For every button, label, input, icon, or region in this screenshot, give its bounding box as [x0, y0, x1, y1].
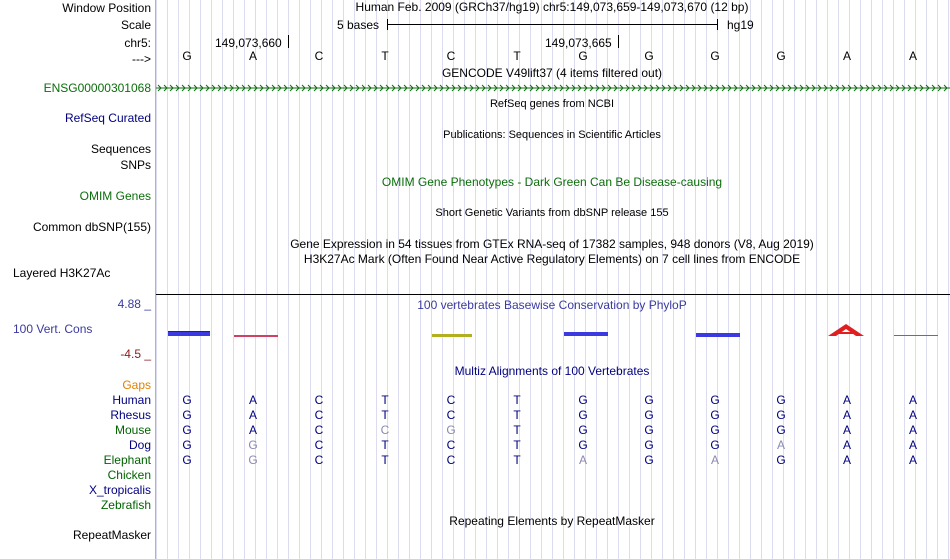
- alignment-base: A: [908, 408, 917, 422]
- alignment-base: G: [248, 438, 258, 452]
- repeatmasker-track-label[interactable]: RepeatMasker: [72, 528, 151, 542]
- phylop-track-title: 100 vertebrates Basewise Conservation by PhyloP: [417, 298, 687, 312]
- conservation-max-label: 4.88 _: [117, 297, 151, 311]
- alignment-base: C: [314, 423, 324, 437]
- alignment-base: G: [578, 408, 588, 422]
- alignment-base: G: [644, 393, 654, 407]
- coordinate-label-1: 149,073,660: [215, 36, 282, 50]
- alignment-base: A: [248, 408, 257, 422]
- omim-track-label[interactable]: OMIM Genes: [79, 189, 151, 203]
- reference-base: G: [644, 49, 654, 63]
- h3k27ac-track-title: H3K27Ac Mark (Often Found Near Active Regulatory Elements) on 7 cell lines from ENCODE: [303, 252, 801, 266]
- alignment-base: G: [578, 393, 588, 407]
- alignment-base: G: [710, 393, 720, 407]
- conservation-mark-2: [234, 335, 278, 337]
- chr-label: chr5:: [124, 36, 151, 50]
- alignment-base: G: [182, 423, 192, 437]
- refseq-track-title: RefSeq genes from NCBI: [489, 98, 615, 110]
- species-label-zebrafish: Zebrafish: [100, 498, 151, 512]
- alignment-base: C: [446, 393, 456, 407]
- alignment-base: A: [776, 438, 785, 452]
- alignment-base: A: [908, 453, 917, 467]
- alignment-base: G: [182, 438, 192, 452]
- refseq-track-label[interactable]: RefSeq Curated: [64, 111, 151, 125]
- coordinate-tick-2: [618, 35, 619, 48]
- reference-base: C: [314, 49, 324, 63]
- reference-base: A: [248, 49, 257, 63]
- conservation-logo: [156, 320, 950, 342]
- reference-base: G: [776, 49, 786, 63]
- alignment-base: C: [446, 438, 456, 452]
- reference-base: A: [842, 49, 851, 63]
- alignment-base: A: [842, 438, 851, 452]
- alignment-base: C: [314, 408, 324, 422]
- scale-label: Scale: [120, 18, 151, 32]
- conservation-mark-12: [894, 335, 938, 336]
- scale-bar: [387, 24, 717, 25]
- alignment-base: A: [908, 438, 917, 452]
- alignment-base: G: [776, 393, 786, 407]
- coordinate-tick-1: [288, 35, 289, 48]
- alignment-base: G: [776, 453, 786, 467]
- conservation-mark-10: [696, 333, 740, 337]
- alignment-base: G: [644, 408, 654, 422]
- alignment-base: T: [513, 408, 521, 422]
- conservation-min-label: -4.5 _: [120, 347, 151, 361]
- species-label-rhesus: Rhesus: [110, 408, 151, 422]
- alignment-base: G: [644, 453, 654, 467]
- alignment-base: C: [380, 423, 390, 437]
- dbsnp-track-title: Short Genetic Variants from dbSNP release 155: [435, 207, 669, 219]
- alignment-base: C: [314, 453, 324, 467]
- alignment-base: A: [710, 453, 719, 467]
- dbsnp-track-label[interactable]: Common dbSNP(155): [32, 220, 151, 234]
- alignment-base: G: [710, 423, 720, 437]
- gencode-gene-strand-line[interactable]: [156, 81, 950, 95]
- alignment-base: A: [842, 393, 851, 407]
- alignment-base: A: [578, 453, 587, 467]
- multiz-track-title: Multiz Alignments of 100 Vertebrates: [454, 364, 650, 378]
- reference-base: G: [578, 49, 588, 63]
- alignment-base: A: [908, 393, 917, 407]
- alignment-base: A: [908, 423, 917, 437]
- species-label-chicken: Chicken: [107, 468, 151, 482]
- conservation-track-label[interactable]: 100 Vert. Cons: [13, 322, 93, 336]
- gencode-gene-label[interactable]: ENSG00000301068: [43, 81, 151, 95]
- species-label-dog: Dog: [128, 438, 151, 452]
- alignment-base: G: [776, 408, 786, 422]
- alignment-base: A: [842, 453, 851, 467]
- alignment-base: G: [248, 453, 258, 467]
- h3k27ac-track-label[interactable]: Layered H3K27Ac: [13, 266, 111, 280]
- species-label-mouse: Mouse: [114, 423, 151, 437]
- publications-track-title: Publications: Sequences in Scientific Articles: [443, 129, 661, 141]
- species-label-elephant: Elephant: [103, 453, 151, 467]
- alignment-base: C: [314, 393, 324, 407]
- alignment-base: C: [446, 408, 456, 422]
- assembly-text: hg19: [727, 18, 754, 32]
- scale-bar-left-tick: [387, 19, 388, 30]
- alignment-base: T: [381, 393, 389, 407]
- gtex-track-title: Gene Expression in 54 tissues from GTEx RNA-seq of 17382 samples, 948 donors (V8, Aug 2019): [290, 237, 814, 251]
- alignment-base: G: [644, 423, 654, 437]
- reference-base: G: [182, 49, 192, 63]
- alignment-base: A: [248, 393, 257, 407]
- conservation-mark-7: [564, 332, 608, 336]
- scale-text: 5 bases: [337, 18, 380, 32]
- species-label-human: Human: [112, 393, 151, 407]
- alignment-base: T: [513, 393, 521, 407]
- reference-base: T: [381, 49, 389, 63]
- alignment-base: G: [776, 423, 786, 437]
- gencode-track-title: GENCODE V49lift37 (4 items filtered out): [441, 66, 663, 80]
- reference-base: T: [513, 49, 521, 63]
- alignment-base: G: [578, 423, 588, 437]
- alignment-base: T: [381, 408, 389, 422]
- species-label-x-tropicalis: X_tropicalis: [88, 483, 151, 497]
- alignment-base: G: [182, 393, 192, 407]
- gaps-label: Gaps: [122, 378, 151, 392]
- alignment-base: A: [842, 423, 851, 437]
- alignment-base: T: [381, 453, 389, 467]
- alignment-base: G: [644, 438, 654, 452]
- alignment-base: T: [513, 453, 521, 467]
- reference-base: G: [710, 49, 720, 63]
- track-area[interactable]: [156, 0, 950, 559]
- alignment-base: G: [182, 408, 192, 422]
- strand-arrow-label: --->: [132, 52, 151, 66]
- alignment-base: G: [710, 438, 720, 452]
- alignment-base: G: [710, 408, 720, 422]
- omim-track-title: OMIM Gene Phenotypes - Dark Green Can Be Disease-causing: [381, 175, 723, 189]
- scale-bar-right-tick: [717, 19, 718, 30]
- alignment-base: G: [578, 438, 588, 452]
- alignment-base: A: [842, 408, 851, 422]
- alignment-base: T: [513, 438, 521, 452]
- alignment-base: A: [248, 423, 257, 437]
- conservation-mark-11: [828, 324, 864, 336]
- alignment-base: T: [381, 438, 389, 452]
- window-position-text: Human Feb. 2009 (GRCh37/hg19) chr5:149,073,659-149,073,670 (12 bp): [355, 0, 749, 14]
- section-divider: [156, 294, 950, 295]
- conservation-mark-1: [168, 331, 210, 336]
- conservation-mark-5: [432, 334, 472, 337]
- alignment-base: C: [314, 438, 324, 452]
- snps-track-label[interactable]: SNPs: [120, 158, 151, 172]
- coordinate-label-2: 149,073,665: [545, 36, 612, 50]
- track-label-column: [0, 0, 155, 559]
- alignment-base: T: [513, 423, 521, 437]
- alignment-base: C: [446, 453, 456, 467]
- window-position-label: Window Position: [62, 1, 151, 15]
- repeatmasker-track-title: Repeating Elements by RepeatMasker: [449, 514, 655, 528]
- alignment-base: G: [446, 423, 456, 437]
- sequences-track-label[interactable]: Sequences: [90, 142, 151, 156]
- reference-base: A: [908, 49, 917, 63]
- alignment-base: G: [182, 453, 192, 467]
- reference-base: C: [446, 49, 456, 63]
